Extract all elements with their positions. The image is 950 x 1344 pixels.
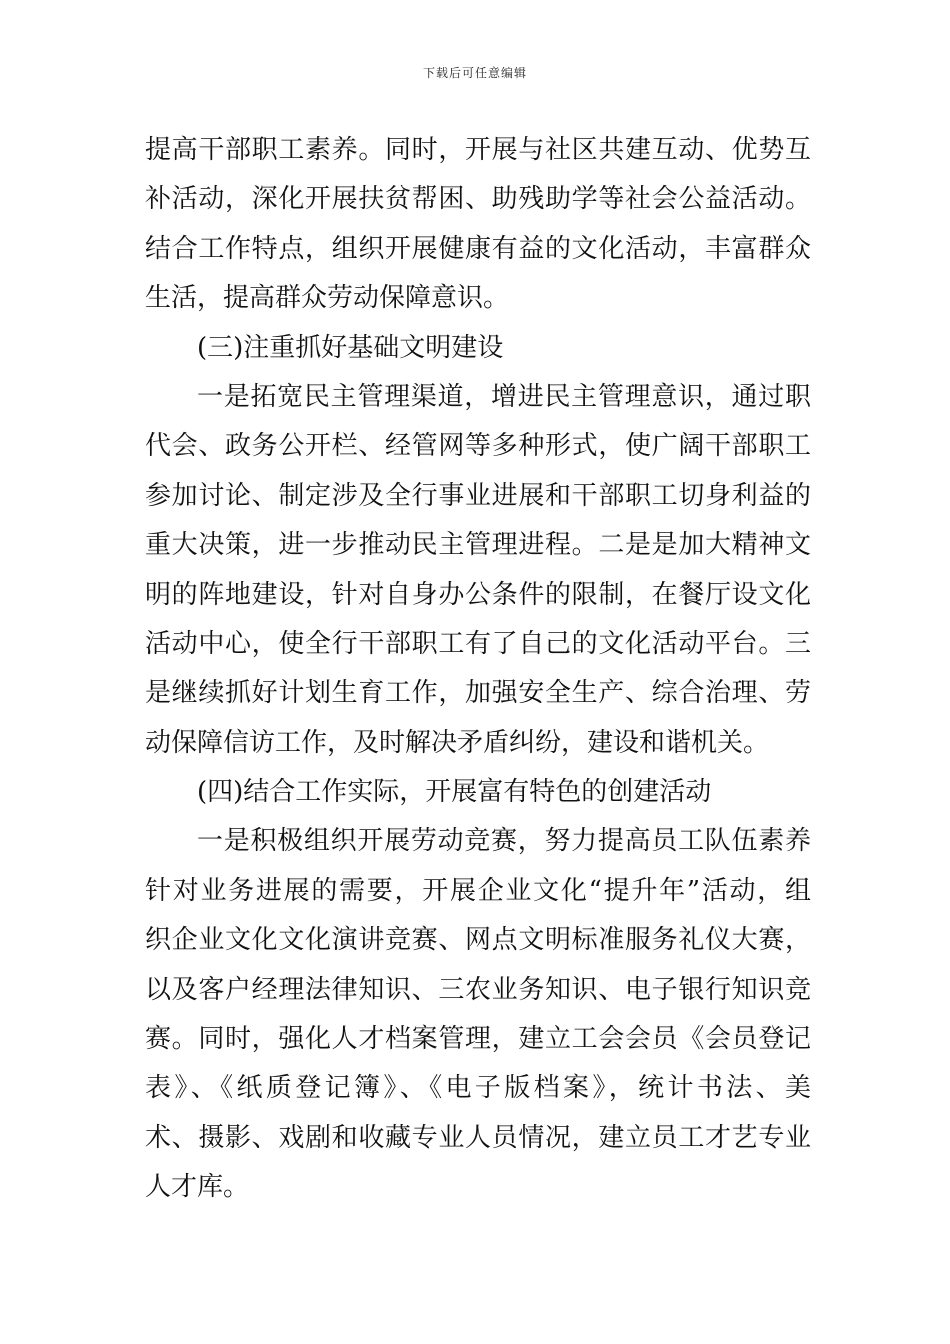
text-line: 重大决策，进一步推动民主管理进程。二是是加大精神文	[145, 530, 811, 561]
text-line: 明的阵地建设，针对自身办公条件的限制，在餐厅设文化	[145, 579, 811, 610]
text-line: 生活，提高群众劳动保障意识。	[145, 283, 510, 314]
text-line: 织企业文化文化演讲竞赛、网点文明标准服务礼仪大赛，	[145, 925, 811, 956]
text-line: 提高干部职工素养。同时，开展与社区共建互动、优势互	[145, 135, 811, 165]
section-heading: (三)注重抓好基础文明建设	[197, 332, 504, 363]
text-line: 补活动，深化开展扶贫帮困、助残助学等社会公益活动。	[145, 184, 811, 215]
document-body	[145, 126, 811, 1213]
text-line: 动保障信访工作，及时解决矛盾纠纷，建设和谐机关。	[145, 727, 770, 758]
text-line: 表》、《纸质登记簿》、《电子版档案》，统计书法、美	[145, 1073, 811, 1104]
text-line: 针对业务进展的需要，开展企业文化“提升年”活动，组	[145, 875, 811, 906]
text-line: 一是积极组织开展劳动竞赛，努力提高员工队伍素养	[197, 826, 811, 857]
page-header-note: 下载后可任意编辑	[422, 66, 527, 80]
text-line: 一是拓宽民主管理渠道，增进民主管理意识，通过职	[197, 381, 811, 412]
text-line: 以及客户经理法律知识、三农业务知识、电子银行知识竞	[145, 974, 811, 1005]
text-line: 代会、政务公开栏、经管网等多种形式，使广阔干部职工	[145, 431, 811, 462]
text-line: 结合工作特点，组织开展健康有益的文化活动，丰富群众	[145, 233, 811, 264]
text-line: 术、摄影、戏剧和收藏专业人员情况，建立员工才艺专业	[145, 1122, 811, 1153]
text-line: 赛。同时，强化人才档案管理，建立工会会员《会员登记	[145, 1024, 811, 1055]
text-line: 人才库。	[145, 1172, 250, 1203]
text-line: 活动中心，使全行干部职工有了自己的文化活动平台。三	[145, 628, 811, 659]
text-line: 是继续抓好计划生育工作，加强安全生产、综合治理、劳	[145, 678, 811, 709]
text-line: 参加讨论、制定涉及全行事业进展和干部职工切身利益的	[145, 480, 811, 511]
section-heading: (四)结合工作实际，开展富有特色的创建活动	[197, 777, 712, 808]
